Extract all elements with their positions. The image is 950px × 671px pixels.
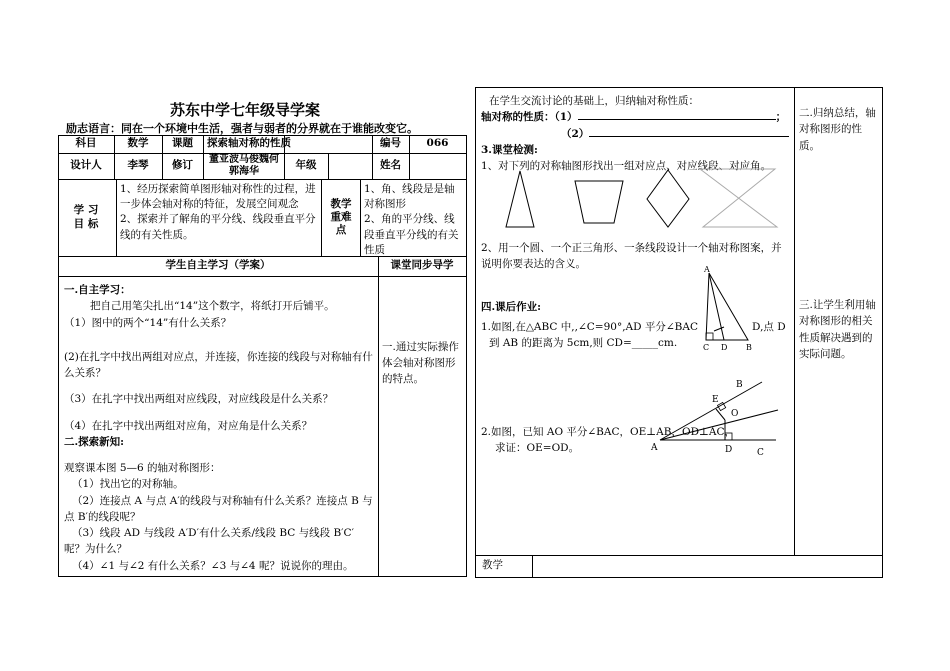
check-heading: 3.课堂检测:: [481, 143, 538, 156]
explore-item-2: （2）连接点 A 与点 A′的线段与对称轴有什么关系？连接点 B 与点 B′的线段呢？: [64, 494, 373, 523]
homework-1-text-b: D,点 D: [752, 321, 786, 333]
explore-item-4: （4）∠1 与∠2 有什么关系？∠3 与∠4 呢？说说你的理由。: [72, 559, 354, 572]
label-a: A: [651, 443, 658, 453]
self-study-q4: （4）在扎字中找出两组对应角，对应角是什么关系？: [64, 419, 313, 432]
footer-label: 教学: [482, 559, 503, 572]
property-label: 轴对称的性质：（1）: [481, 111, 578, 124]
check-q1: 1、对下列的对称轴图形找出一组对应点、对应线段、对应角。: [481, 160, 772, 173]
subject-label: 科目: [75, 137, 97, 150]
summary-section: [481, 93, 791, 174]
label-b: B: [736, 380, 743, 390]
label-o: O: [731, 409, 739, 419]
homework-heading: 四.课后作业:: [481, 301, 542, 313]
designer-value: 李琴: [127, 159, 149, 172]
name-value: [409, 153, 466, 179]
property-2-label: （2）: [561, 127, 590, 140]
self-study-q3: （3）在扎字中找出两组对应线段，对应线段是什么关系？: [64, 393, 334, 406]
hourglass-shape: [700, 169, 777, 227]
label-d: D: [721, 343, 728, 352]
explore-intro: 观察课本图 5—6 的轴对称图形：: [64, 462, 221, 475]
goal-1: 1、经历探索简单图形轴对称性的过程，进一步体会轴对称的特征，发展空间观念: [120, 183, 316, 211]
topic-label: 课题: [172, 137, 193, 150]
topic-value: 探索轴对称的性质: [207, 137, 291, 150]
self-study-intro: 把自己用笔尖扎出“14”这个数字，将纸打开后铺平。: [90, 300, 335, 313]
homework-1-text-c: 到 AB 的距离为 5cm,则 CD=_____cm.: [489, 337, 678, 350]
name-label: 姓名: [380, 159, 401, 172]
designer-label: 设计人: [70, 159, 102, 172]
subject-value: 数学: [127, 137, 149, 150]
property-1: 轴对称的性质：（1） ；: [481, 111, 787, 124]
homework-2-figure: [650, 378, 790, 458]
check-q2: 2、用一个圆、一个正三角形、一条线段设计一个轴对称图案，并说明你要表达的含义。: [481, 242, 782, 271]
label-e: E: [712, 395, 719, 405]
class-guide-header: 课堂同步导学: [390, 259, 454, 272]
explore-item-1: （1）找出它的对称轴。: [72, 478, 184, 491]
explore-item-3: （3）线段 AD 与线段 A′D′有什么关系/线段 BC 与线段 B′C′呢？为什么？: [64, 527, 354, 556]
self-study-heading: 一.自主学习：: [64, 284, 131, 296]
label-d: D: [725, 445, 733, 455]
motto: 励志语言：同在一个环境中生活，强者与弱者的分界就在于谁能改变它。: [66, 122, 418, 135]
goals-text: [120, 182, 318, 243]
homework-1-figure: [700, 265, 770, 355]
rhombus-shape: [647, 170, 689, 227]
explore-heading: 二.探索新知:: [64, 435, 125, 448]
homework-2-text-a: 2.如图，已知 AO 平分∠BAC，OE⊥AB，OD⊥AC，: [481, 426, 735, 438]
homework-2-text-b: 求证：OE=OD。: [495, 442, 580, 455]
goal-2: 2、探索并了解角的平分线、线段垂直平分线的有关性质。: [120, 213, 316, 241]
trapezoid-shape: [575, 181, 623, 223]
property-2: [481, 126, 791, 142]
key-points-text: [364, 182, 464, 258]
side-note-summary: 二.归纳总结，轴对称图形的性质。: [799, 107, 876, 152]
grade-label: 年级: [295, 159, 317, 172]
label-a: A: [704, 265, 710, 274]
key-point-1: 1、角、线段是是轴对称图形: [364, 183, 455, 211]
reviser-label: 修订: [172, 159, 193, 172]
triangle-shape: [506, 171, 534, 227]
self-study-q2: (2)在扎字中找出两组对应点，并连接，你连接的线段与对称轴有什么关系？: [64, 350, 373, 380]
grade-value: [328, 153, 372, 179]
label-c: C: [757, 448, 764, 458]
side-note-application: 三.让学生利用轴对称图形的相关性质解决遇到的实际问题。: [799, 299, 876, 360]
summary-intro: 在学生交流讨论的基础上，归纳轴对称性质：: [489, 95, 699, 107]
self-study-section: [64, 282, 374, 574]
key-points-label: 教学 重难 点: [330, 197, 352, 237]
number-value: 066: [426, 137, 449, 150]
label-c: C: [703, 343, 710, 352]
reviser-value: 董亚波马俊魏何 郭海华: [209, 153, 279, 177]
symmetric-shapes-figure: [500, 165, 790, 235]
goals-label: 学 习 目 标: [73, 204, 99, 230]
page-title: 苏东中学七年级导学案: [170, 101, 321, 119]
guide-note: 一.通过实际操作体会轴对称图形的特点。: [382, 341, 459, 385]
key-point-2: 2、角的平分线、线段垂直平分线的有关性质: [364, 213, 459, 256]
label-b: B: [746, 343, 752, 352]
student-study-header: 学生自主学习（学案）: [165, 259, 271, 272]
number-label: 编号: [380, 137, 401, 150]
homework-1-text-a: 1.如图,在△ABC 中,,∠C=90°,AD 平分∠BAC: [481, 321, 699, 333]
self-study-q1: （1）图中的两个“14”有什么关系？: [64, 316, 232, 329]
